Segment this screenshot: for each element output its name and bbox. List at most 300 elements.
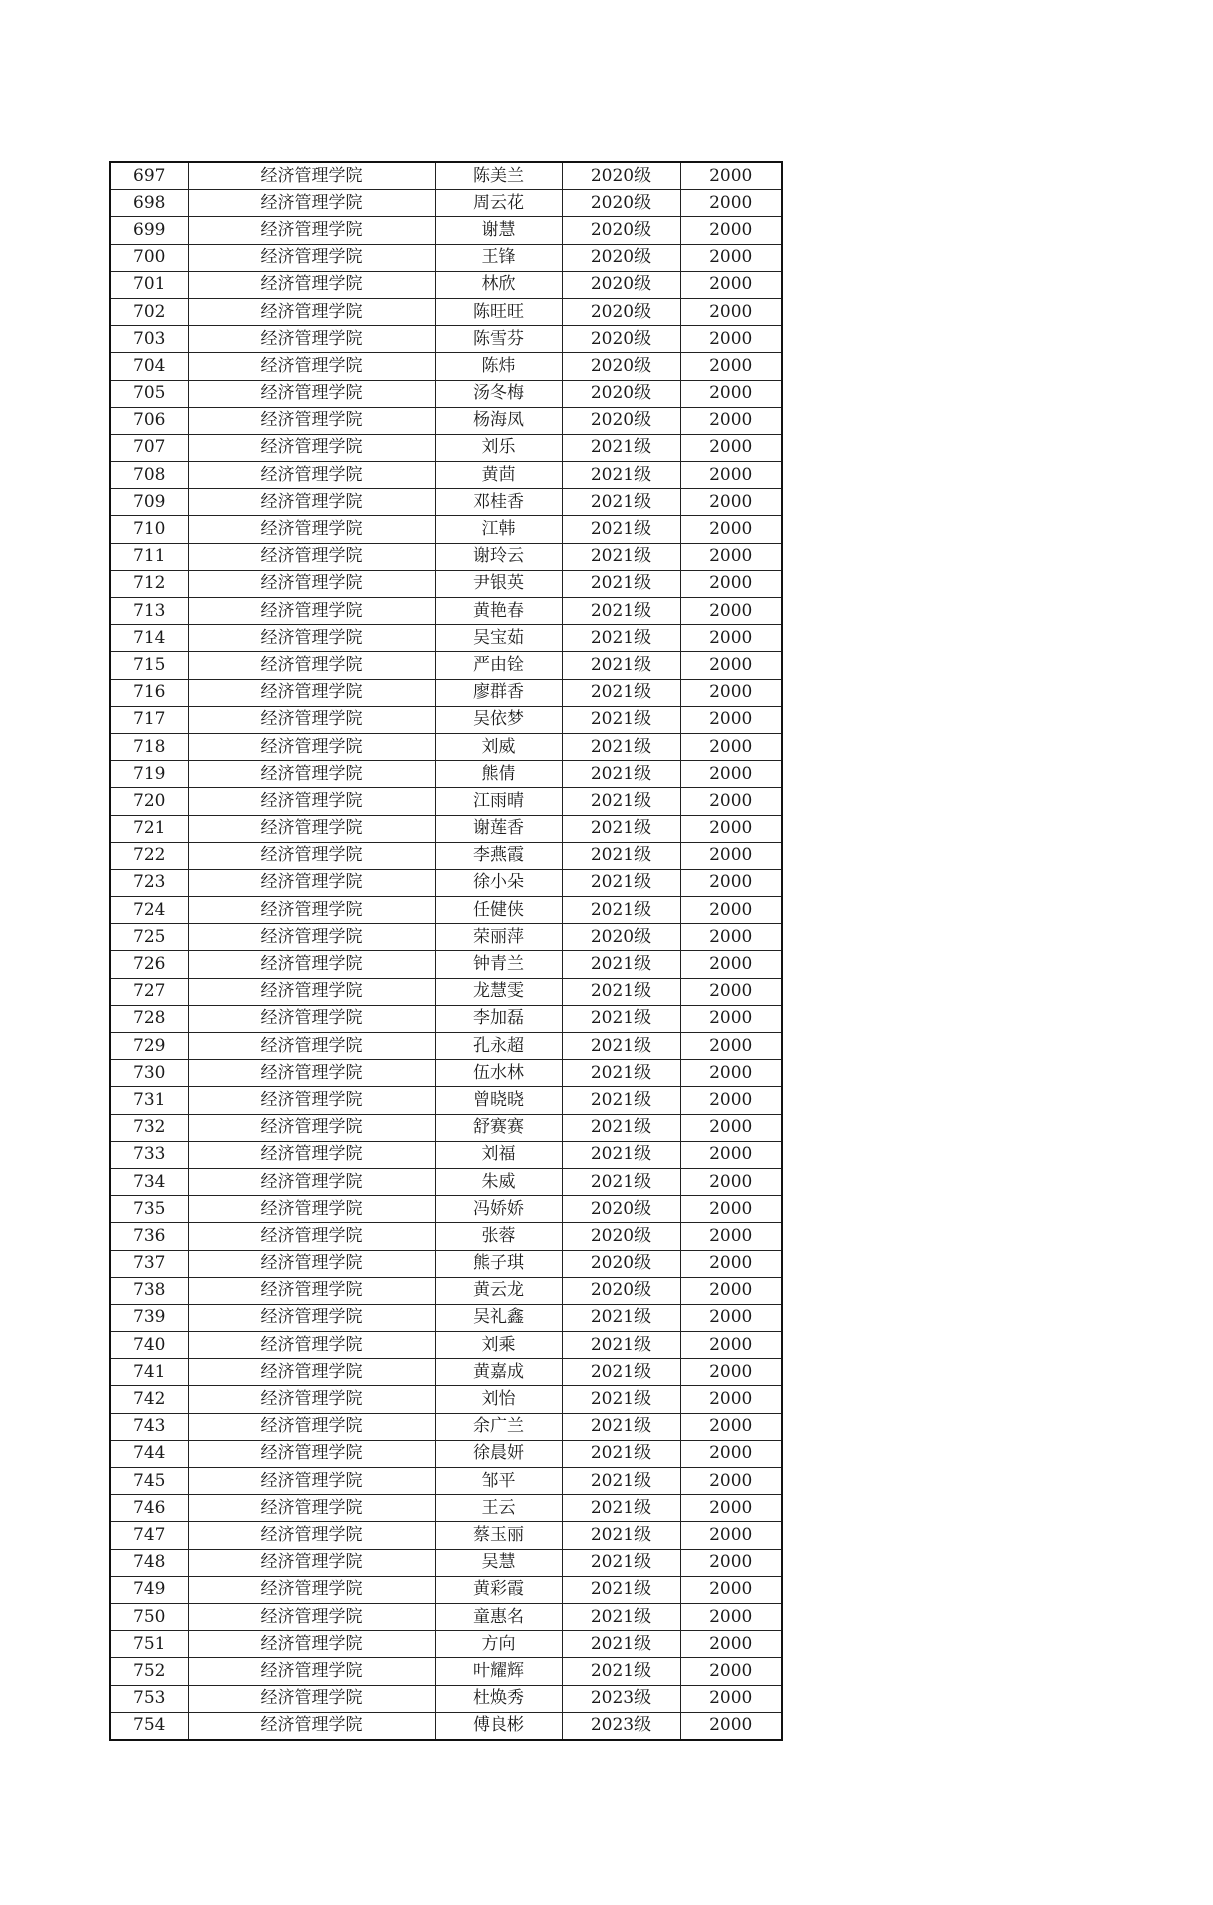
grade-cell: 2023级 — [562, 1685, 680, 1712]
table-row — [110, 815, 782, 842]
department-cell: 经济管理学院 — [188, 1549, 435, 1576]
student-name-cell: 黄嘉成 — [435, 1359, 562, 1386]
table-row — [110, 1250, 782, 1277]
amount-cell: 2000 — [680, 1332, 782, 1359]
amount-cell: 2000 — [680, 1631, 782, 1658]
department-cell: 经济管理学院 — [188, 1277, 435, 1304]
student-name-cell: 伍水林 — [435, 1060, 562, 1087]
amount-cell: 2000 — [680, 1658, 782, 1685]
row-number-cell: 701 — [110, 271, 188, 298]
amount-cell: 2000 — [680, 1495, 782, 1522]
table-row — [110, 1359, 782, 1386]
department-cell: 经济管理学院 — [188, 1440, 435, 1467]
table-row — [110, 489, 782, 516]
table-row — [110, 407, 782, 434]
student-name-cell: 钟青兰 — [435, 951, 562, 978]
student-name-cell: 廖群香 — [435, 679, 562, 706]
department-cell: 经济管理学院 — [188, 298, 435, 325]
department-cell: 经济管理学院 — [188, 679, 435, 706]
table-row — [110, 1114, 782, 1141]
department-cell: 经济管理学院 — [188, 1060, 435, 1087]
student-name-cell: 徐小朵 — [435, 869, 562, 896]
student-name-cell: 李加磊 — [435, 1005, 562, 1032]
table-row — [110, 462, 782, 489]
amount-cell: 2000 — [680, 679, 782, 706]
department-cell: 经济管理学院 — [188, 869, 435, 896]
amount-cell: 2000 — [680, 761, 782, 788]
grade-cell: 2021级 — [562, 1413, 680, 1440]
amount-cell: 2000 — [680, 625, 782, 652]
row-number-cell: 709 — [110, 489, 188, 516]
grade-cell: 2021级 — [562, 897, 680, 924]
row-number-cell: 745 — [110, 1468, 188, 1495]
student-name-cell: 陈旺旺 — [435, 298, 562, 325]
amount-cell: 2000 — [680, 1359, 782, 1386]
department-cell: 经济管理学院 — [188, 1386, 435, 1413]
amount-cell: 2000 — [680, 190, 782, 217]
department-cell: 经济管理学院 — [188, 1631, 435, 1658]
student-name-cell: 陈雪芬 — [435, 326, 562, 353]
student-name-cell: 熊子琪 — [435, 1250, 562, 1277]
amount-cell: 2000 — [680, 271, 782, 298]
department-cell: 经济管理学院 — [188, 434, 435, 461]
row-number-cell: 736 — [110, 1223, 188, 1250]
amount-cell: 2000 — [680, 1468, 782, 1495]
row-number-cell: 740 — [110, 1332, 188, 1359]
grade-cell: 2021级 — [562, 1005, 680, 1032]
amount-cell: 2000 — [680, 706, 782, 733]
row-number-cell: 735 — [110, 1196, 188, 1223]
amount-cell: 2000 — [680, 1114, 782, 1141]
department-cell: 经济管理学院 — [188, 706, 435, 733]
department-cell: 经济管理学院 — [188, 1114, 435, 1141]
amount-cell: 2000 — [680, 380, 782, 407]
amount-cell: 2000 — [680, 353, 782, 380]
department-cell: 经济管理学院 — [188, 1087, 435, 1114]
student-name-cell: 刘怡 — [435, 1386, 562, 1413]
grade-cell: 2021级 — [562, 543, 680, 570]
table-row — [110, 733, 782, 760]
department-cell: 经济管理学院 — [188, 625, 435, 652]
row-number-cell: 717 — [110, 706, 188, 733]
grade-cell: 2020级 — [562, 1223, 680, 1250]
table-row — [110, 679, 782, 706]
department-cell: 经济管理学院 — [188, 570, 435, 597]
department-cell: 经济管理学院 — [188, 1168, 435, 1195]
student-name-cell: 邓桂香 — [435, 489, 562, 516]
department-cell: 经济管理学院 — [188, 1413, 435, 1440]
department-cell: 经济管理学院 — [188, 951, 435, 978]
student-name-cell: 刘乐 — [435, 434, 562, 461]
table-row — [110, 298, 782, 325]
table-row — [110, 652, 782, 679]
grade-cell: 2021级 — [562, 1087, 680, 1114]
student-name-cell: 刘福 — [435, 1141, 562, 1168]
grade-cell: 2021级 — [562, 1060, 680, 1087]
row-number-cell: 746 — [110, 1495, 188, 1522]
student-name-cell: 林欣 — [435, 271, 562, 298]
row-number-cell: 718 — [110, 733, 188, 760]
department-cell: 经济管理学院 — [188, 1576, 435, 1603]
amount-cell: 2000 — [680, 1685, 782, 1712]
row-number-cell: 720 — [110, 788, 188, 815]
table-row — [110, 1712, 782, 1740]
student-name-cell: 孔永超 — [435, 1033, 562, 1060]
student-name-cell: 徐晨妍 — [435, 1440, 562, 1467]
table-row — [110, 761, 782, 788]
amount-cell: 2000 — [680, 1168, 782, 1195]
grade-cell: 2021级 — [562, 1304, 680, 1331]
amount-cell: 2000 — [680, 869, 782, 896]
department-cell: 经济管理学院 — [188, 897, 435, 924]
row-number-cell: 707 — [110, 434, 188, 461]
student-name-cell: 曾晓晓 — [435, 1087, 562, 1114]
department-cell: 经济管理学院 — [188, 380, 435, 407]
department-cell: 经济管理学院 — [188, 815, 435, 842]
amount-cell: 2000 — [680, 1576, 782, 1603]
student-name-cell: 黄彩霞 — [435, 1576, 562, 1603]
department-cell: 经济管理学院 — [188, 1495, 435, 1522]
student-name-cell: 任健侠 — [435, 897, 562, 924]
amount-cell: 2000 — [680, 1033, 782, 1060]
row-number-cell: 732 — [110, 1114, 188, 1141]
grade-cell: 2020级 — [562, 1277, 680, 1304]
amount-cell: 2000 — [680, 244, 782, 271]
table-row — [110, 217, 782, 244]
amount-cell: 2000 — [680, 543, 782, 570]
student-name-cell: 刘威 — [435, 733, 562, 760]
table-row — [110, 1413, 782, 1440]
table-row — [110, 353, 782, 380]
table-row — [110, 1087, 782, 1114]
grade-cell: 2021级 — [562, 1114, 680, 1141]
row-number-cell: 726 — [110, 951, 188, 978]
department-cell: 经济管理学院 — [188, 1468, 435, 1495]
student-name-cell: 王锋 — [435, 244, 562, 271]
grade-cell: 2021级 — [562, 1603, 680, 1630]
department-cell: 经济管理学院 — [188, 761, 435, 788]
grade-cell: 2021级 — [562, 1522, 680, 1549]
grade-cell: 2020级 — [562, 162, 680, 190]
student-name-cell: 黄云龙 — [435, 1277, 562, 1304]
grade-cell: 2021级 — [562, 978, 680, 1005]
row-number-cell: 741 — [110, 1359, 188, 1386]
table-row — [110, 1576, 782, 1603]
amount-cell: 2000 — [680, 434, 782, 461]
row-number-cell: 719 — [110, 761, 188, 788]
student-name-cell: 谢慧 — [435, 217, 562, 244]
department-cell: 经济管理学院 — [188, 326, 435, 353]
row-number-cell: 747 — [110, 1522, 188, 1549]
row-number-cell: 751 — [110, 1631, 188, 1658]
row-number-cell: 737 — [110, 1250, 188, 1277]
department-cell: 经济管理学院 — [188, 733, 435, 760]
student-name-cell: 余广兰 — [435, 1413, 562, 1440]
department-cell: 经济管理学院 — [188, 1332, 435, 1359]
amount-cell: 2000 — [680, 1005, 782, 1032]
grade-cell: 2021级 — [562, 434, 680, 461]
row-number-cell: 700 — [110, 244, 188, 271]
amount-cell: 2000 — [680, 733, 782, 760]
grade-cell: 2021级 — [562, 598, 680, 625]
row-number-cell: 715 — [110, 652, 188, 679]
amount-cell: 2000 — [680, 652, 782, 679]
row-number-cell: 697 — [110, 162, 188, 190]
department-cell: 经济管理学院 — [188, 788, 435, 815]
row-number-cell: 748 — [110, 1549, 188, 1576]
grade-cell: 2021级 — [562, 815, 680, 842]
table-row — [110, 951, 782, 978]
grade-cell: 2020级 — [562, 353, 680, 380]
row-number-cell: 753 — [110, 1685, 188, 1712]
department-cell: 经济管理学院 — [188, 543, 435, 570]
table-row — [110, 1603, 782, 1630]
table-row — [110, 543, 782, 570]
row-number-cell: 722 — [110, 842, 188, 869]
table-row — [110, 1522, 782, 1549]
table-row — [110, 326, 782, 353]
row-number-cell: 727 — [110, 978, 188, 1005]
student-name-cell: 吴宝茹 — [435, 625, 562, 652]
grade-cell: 2021级 — [562, 1359, 680, 1386]
row-number-cell: 705 — [110, 380, 188, 407]
table-row — [110, 869, 782, 896]
student-name-cell: 杜焕秀 — [435, 1685, 562, 1712]
amount-cell: 2000 — [680, 978, 782, 1005]
row-number-cell: 721 — [110, 815, 188, 842]
student-name-cell: 傅良彬 — [435, 1712, 562, 1740]
student-name-cell: 蔡玉丽 — [435, 1522, 562, 1549]
roster-table — [109, 161, 783, 1741]
grade-cell: 2021级 — [562, 570, 680, 597]
amount-cell: 2000 — [680, 1196, 782, 1223]
table-row — [110, 842, 782, 869]
student-name-cell: 周云花 — [435, 190, 562, 217]
student-name-cell: 刘乘 — [435, 1332, 562, 1359]
table-row — [110, 1685, 782, 1712]
grade-cell: 2020级 — [562, 380, 680, 407]
table-row — [110, 380, 782, 407]
amount-cell: 2000 — [680, 462, 782, 489]
grade-cell: 2021级 — [562, 1440, 680, 1467]
department-cell: 经济管理学院 — [188, 978, 435, 1005]
amount-cell: 2000 — [680, 570, 782, 597]
amount-cell: 2000 — [680, 298, 782, 325]
grade-cell: 2021级 — [562, 842, 680, 869]
department-cell: 经济管理学院 — [188, 353, 435, 380]
department-cell: 经济管理学院 — [188, 924, 435, 951]
grade-cell: 2021级 — [562, 516, 680, 543]
table-row — [110, 434, 782, 461]
department-cell: 经济管理学院 — [188, 516, 435, 543]
amount-cell: 2000 — [680, 924, 782, 951]
department-cell: 经济管理学院 — [188, 217, 435, 244]
grade-cell: 2020级 — [562, 271, 680, 298]
amount-cell: 2000 — [680, 1223, 782, 1250]
row-number-cell: 704 — [110, 353, 188, 380]
amount-cell: 2000 — [680, 1386, 782, 1413]
department-cell: 经济管理学院 — [188, 1005, 435, 1032]
department-cell: 经济管理学院 — [188, 1359, 435, 1386]
department-cell: 经济管理学院 — [188, 190, 435, 217]
grade-cell: 2021级 — [562, 679, 680, 706]
department-cell: 经济管理学院 — [188, 462, 435, 489]
table-row — [110, 516, 782, 543]
table-row — [110, 598, 782, 625]
student-name-cell: 熊倩 — [435, 761, 562, 788]
student-name-cell: 荣丽萍 — [435, 924, 562, 951]
row-number-cell: 749 — [110, 1576, 188, 1603]
student-name-cell: 尹银英 — [435, 570, 562, 597]
amount-cell: 2000 — [680, 951, 782, 978]
amount-cell: 2000 — [680, 407, 782, 434]
student-name-cell: 冯娇娇 — [435, 1196, 562, 1223]
grade-cell: 2020级 — [562, 244, 680, 271]
row-number-cell: 712 — [110, 570, 188, 597]
student-name-cell: 黄茴 — [435, 462, 562, 489]
student-name-cell: 吴依梦 — [435, 706, 562, 733]
table-row — [110, 162, 782, 190]
department-cell: 经济管理学院 — [188, 598, 435, 625]
department-cell: 经济管理学院 — [188, 162, 435, 190]
row-number-cell: 752 — [110, 1658, 188, 1685]
student-name-cell: 杨海凤 — [435, 407, 562, 434]
row-number-cell: 724 — [110, 897, 188, 924]
amount-cell: 2000 — [680, 516, 782, 543]
amount-cell: 2000 — [680, 1250, 782, 1277]
student-name-cell: 陈炜 — [435, 353, 562, 380]
amount-cell: 2000 — [680, 1141, 782, 1168]
grade-cell: 2020级 — [562, 326, 680, 353]
amount-cell: 2000 — [680, 1413, 782, 1440]
amount-cell: 2000 — [680, 1087, 782, 1114]
student-name-cell: 严由铨 — [435, 652, 562, 679]
row-number-cell: 730 — [110, 1060, 188, 1087]
row-number-cell: 699 — [110, 217, 188, 244]
grade-cell: 2021级 — [562, 1576, 680, 1603]
row-number-cell: 743 — [110, 1413, 188, 1440]
table-row — [110, 1658, 782, 1685]
row-number-cell: 754 — [110, 1712, 188, 1740]
row-number-cell: 731 — [110, 1087, 188, 1114]
grade-cell: 2020级 — [562, 407, 680, 434]
row-number-cell: 723 — [110, 869, 188, 896]
grade-cell: 2021级 — [562, 652, 680, 679]
table-row — [110, 1549, 782, 1576]
table-row — [110, 1196, 782, 1223]
department-cell: 经济管理学院 — [188, 1522, 435, 1549]
amount-cell: 2000 — [680, 162, 782, 190]
student-name-cell: 童惠名 — [435, 1603, 562, 1630]
student-name-cell: 邹平 — [435, 1468, 562, 1495]
student-name-cell: 张蓉 — [435, 1223, 562, 1250]
student-name-cell: 舒赛赛 — [435, 1114, 562, 1141]
student-name-cell: 李燕霞 — [435, 842, 562, 869]
table-row — [110, 1277, 782, 1304]
amount-cell: 2000 — [680, 1712, 782, 1740]
grade-cell: 2021级 — [562, 1549, 680, 1576]
table-row — [110, 1060, 782, 1087]
row-number-cell: 734 — [110, 1168, 188, 1195]
grade-cell: 2021级 — [562, 1631, 680, 1658]
department-cell: 经济管理学院 — [188, 1658, 435, 1685]
table-row — [110, 625, 782, 652]
student-name-cell: 吴礼鑫 — [435, 1304, 562, 1331]
student-name-cell: 谢莲香 — [435, 815, 562, 842]
row-number-cell: 702 — [110, 298, 188, 325]
table-row — [110, 1332, 782, 1359]
row-number-cell: 742 — [110, 1386, 188, 1413]
department-cell: 经济管理学院 — [188, 1250, 435, 1277]
row-number-cell: 710 — [110, 516, 188, 543]
amount-cell: 2000 — [680, 598, 782, 625]
table-row — [110, 978, 782, 1005]
department-cell: 经济管理学院 — [188, 1712, 435, 1740]
student-name-cell: 汤冬梅 — [435, 380, 562, 407]
table-row — [110, 1141, 782, 1168]
grade-cell: 2021级 — [562, 706, 680, 733]
department-cell: 经济管理学院 — [188, 842, 435, 869]
row-number-cell: 711 — [110, 543, 188, 570]
grade-cell: 2021级 — [562, 1141, 680, 1168]
grade-cell: 2020级 — [562, 298, 680, 325]
student-name-cell: 叶耀辉 — [435, 1658, 562, 1685]
grade-cell: 2021级 — [562, 1468, 680, 1495]
table-row — [110, 788, 782, 815]
row-number-cell: 713 — [110, 598, 188, 625]
grade-cell: 2021级 — [562, 951, 680, 978]
table-row — [110, 1495, 782, 1522]
row-number-cell: 738 — [110, 1277, 188, 1304]
row-number-cell: 698 — [110, 190, 188, 217]
grade-cell: 2020级 — [562, 217, 680, 244]
row-number-cell: 708 — [110, 462, 188, 489]
table-row — [110, 1468, 782, 1495]
grade-cell: 2020级 — [562, 924, 680, 951]
department-cell: 经济管理学院 — [188, 1223, 435, 1250]
amount-cell: 2000 — [680, 1060, 782, 1087]
amount-cell: 2000 — [680, 326, 782, 353]
department-cell: 经济管理学院 — [188, 489, 435, 516]
grade-cell: 2021级 — [562, 1332, 680, 1359]
student-name-cell: 方向 — [435, 1631, 562, 1658]
grade-cell: 2021级 — [562, 761, 680, 788]
amount-cell: 2000 — [680, 1277, 782, 1304]
row-number-cell: 750 — [110, 1603, 188, 1630]
table-row — [110, 1304, 782, 1331]
department-cell: 经济管理学院 — [188, 407, 435, 434]
row-number-cell: 714 — [110, 625, 188, 652]
grade-cell: 2021级 — [562, 625, 680, 652]
table-row — [110, 570, 782, 597]
grade-cell: 2021级 — [562, 1495, 680, 1522]
student-name-cell: 王云 — [435, 1495, 562, 1522]
grade-cell: 2020级 — [562, 1196, 680, 1223]
table-row — [110, 190, 782, 217]
row-number-cell: 729 — [110, 1033, 188, 1060]
row-number-cell: 744 — [110, 1440, 188, 1467]
student-name-cell: 江韩 — [435, 516, 562, 543]
row-number-cell: 703 — [110, 326, 188, 353]
department-cell: 经济管理学院 — [188, 1141, 435, 1168]
table-row — [110, 271, 782, 298]
department-cell: 经济管理学院 — [188, 652, 435, 679]
grade-cell: 2020级 — [562, 1250, 680, 1277]
row-number-cell: 728 — [110, 1005, 188, 1032]
department-cell: 经济管理学院 — [188, 1033, 435, 1060]
table-row — [110, 244, 782, 271]
amount-cell: 2000 — [680, 1440, 782, 1467]
